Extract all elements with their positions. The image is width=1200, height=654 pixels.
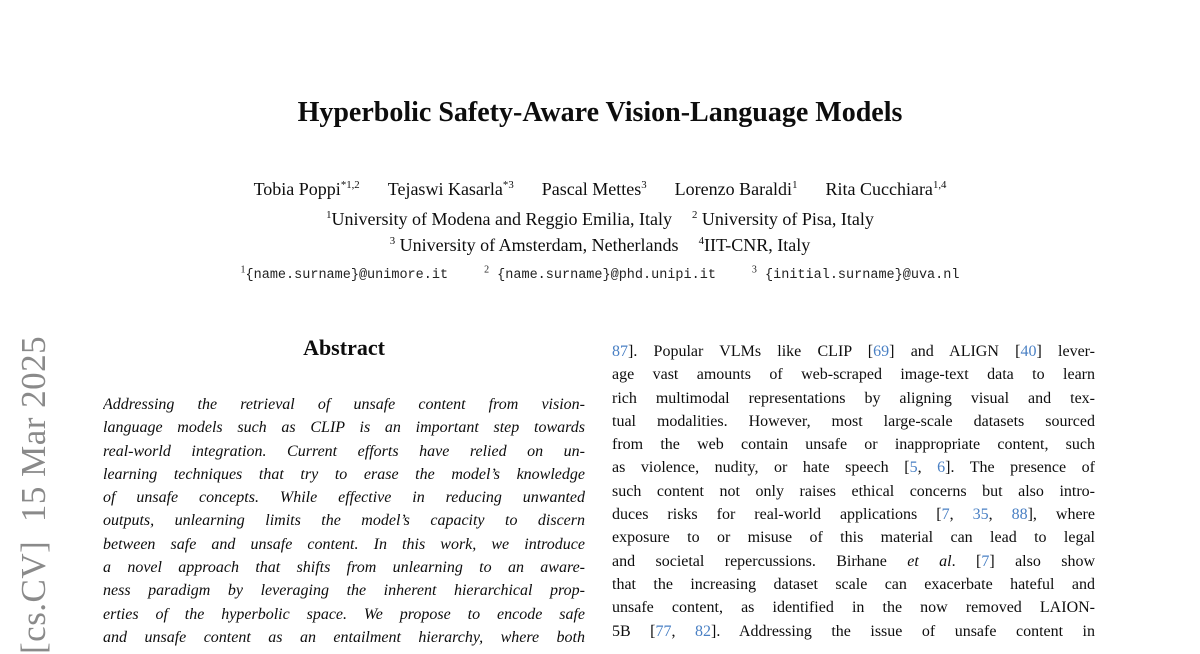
author-affil-marker: *1,2	[340, 179, 360, 191]
body-text: ,	[949, 506, 973, 524]
author	[825, 179, 946, 200]
email-address	[240, 264, 449, 285]
left-column	[103, 336, 585, 649]
emails-line	[0, 264, 1200, 285]
email-marker: 1	[240, 264, 246, 276]
citation-link[interactable]: 6	[937, 459, 946, 477]
intro-line	[612, 387, 1095, 410]
right-column-intro	[612, 340, 1095, 643]
citation-link[interactable]: 69	[873, 343, 890, 360]
latin-phrase: et al	[907, 552, 952, 570]
abstract-line: erties of the hyperbolic space. We propose to encode safe	[103, 605, 585, 623]
email-text: {name.surname}@unimore.it	[245, 268, 449, 283]
author-affil-marker: *3	[502, 179, 514, 191]
email-marker: 2	[484, 264, 490, 276]
citation-link[interactable]: 5	[909, 459, 918, 477]
intro-line	[612, 433, 1095, 456]
body-text: ,	[988, 506, 1012, 524]
citation-link[interactable]: 87	[612, 343, 628, 360]
affiliation	[692, 206, 874, 232]
intro-line	[612, 480, 1095, 503]
body-text: duces risks for real-world applications [	[612, 506, 942, 524]
body-text: ] lever-	[1036, 343, 1095, 360]
intro-line	[612, 340, 1095, 363]
affiliation	[699, 232, 811, 258]
abstract-heading: Abstract	[303, 335, 385, 360]
author	[675, 179, 798, 200]
affiliation-row	[0, 232, 1200, 258]
affiliation-text: University of Amsterdam, Netherlands	[395, 235, 679, 255]
author-affil-marker: 3	[641, 179, 647, 191]
email-marker: 3	[751, 264, 757, 276]
intro-line	[612, 550, 1095, 573]
body-text: ] and ALIGN [	[889, 343, 1021, 360]
email-text: {initial.surname}@uva.nl	[756, 268, 960, 283]
abstract-line: Addressing the retrieval of unsafe content from vision-	[103, 396, 585, 413]
citation-link[interactable]: 7	[941, 506, 950, 524]
body-text: exposure to or misuse of this material can lead to legal	[612, 529, 1095, 547]
affiliation-row	[0, 206, 1200, 232]
abstract-line: and unsafe content as an entailment hierarchy, where both	[103, 628, 585, 646]
abstract-line: ness paradigm by leveraging the inherent hierarchical prop-	[103, 582, 585, 600]
abstract-line: a novel approach that shifts from unlearning to an aware-	[103, 559, 585, 577]
body-text: ]. Popular VLMs like CLIP [	[628, 343, 874, 360]
author-affil-marker: 1,4	[932, 179, 947, 191]
author-name: Lorenzo Baraldi	[674, 179, 793, 199]
intro-line	[612, 596, 1095, 619]
body-text: rich multimodal representations by aligning visual and tex-	[612, 389, 1095, 407]
paper-title: Hyperbolic Safety-Aware Vision-Language Models	[297, 97, 903, 128]
body-text: ,	[917, 459, 938, 477]
abstract-line: real-world integration. Current efforts have relied on un-	[103, 442, 585, 460]
intro-line	[612, 620, 1095, 643]
author-name: Tejaswi Kasarla	[387, 179, 503, 199]
affiliation-text: University of Pisa, Italy	[697, 209, 874, 229]
body-text: ]. The presence of	[945, 459, 1095, 477]
body-text: such content not only raises ethical concerns but also intro-	[612, 482, 1095, 500]
abstract-line: of unsafe concepts. While effective in reducing unwanted	[103, 489, 585, 507]
intro-line	[612, 526, 1095, 549]
email-address	[751, 264, 960, 285]
body-text: ], where	[1027, 506, 1095, 524]
body-text: ,	[671, 622, 695, 640]
email-text: {name.surname}@phd.unipi.it	[489, 268, 716, 283]
author-name: Rita Cucchiara	[825, 179, 933, 199]
affiliation-marker: 3	[389, 235, 396, 247]
citation-link[interactable]: 82	[695, 622, 711, 640]
author	[254, 179, 360, 200]
author-name: Pascal Mettes	[541, 179, 642, 199]
body-text: ] also show	[989, 552, 1095, 570]
intro-line	[612, 503, 1095, 526]
author	[542, 179, 647, 200]
intro-line	[612, 410, 1095, 433]
intro-line	[612, 456, 1095, 479]
body-text: . [	[951, 552, 982, 570]
body-text: unsafe content, as identified in the now removed LAION-	[612, 599, 1095, 617]
intro-line	[612, 573, 1095, 596]
abstract-line: language models such as CLIP is an important step towards	[103, 419, 585, 437]
abstract-body	[103, 393, 585, 649]
body-text: as violence, nudity, or hate speech [	[612, 459, 910, 477]
body-text: ]. Addressing the issue of unsafe content in	[711, 622, 1095, 640]
affiliation	[390, 232, 679, 258]
citation-link[interactable]: 77	[655, 622, 672, 640]
abstract-line: between safe and unsafe content. In this work, we introduce	[103, 535, 585, 553]
body-text: that the increasing dataset scale can exacerbate hateful and	[612, 575, 1095, 593]
body-text: 5B [	[612, 622, 656, 640]
affiliation	[326, 206, 672, 232]
abstract-line: learning techniques that try to erase the model’s knowledge	[103, 465, 585, 483]
abstract-line: outputs, unlearning limits the model’s capacity to discern	[103, 512, 585, 530]
intro-line	[612, 363, 1095, 386]
author	[388, 179, 514, 200]
affiliation-text: IIT-CNR, Italy	[703, 235, 811, 255]
citation-link[interactable]: 7	[981, 552, 990, 570]
citation-link[interactable]: 40	[1020, 343, 1037, 360]
body-text: tual modalities. However, most large-scale datasets sourced	[612, 412, 1095, 430]
affiliations-block	[0, 206, 1200, 258]
affiliation-marker: 4	[698, 235, 704, 247]
affiliation-text: University of Modena and Reggio Emilia, Italy	[331, 209, 672, 229]
arxiv-watermark: [cs.CV] 15 Mar 2025	[14, 335, 53, 654]
body-text: and societal repercussions. Birhane	[612, 552, 908, 570]
citation-link[interactable]: 35	[972, 506, 989, 524]
body-text: from the web contain unsafe or inappropriate content, such	[612, 436, 1095, 454]
affiliation-marker: 2	[691, 209, 698, 221]
body-text: age vast amounts of web-scraped image-text data to learn	[612, 366, 1095, 384]
author-affil-marker: 1	[792, 179, 798, 191]
email-address	[484, 264, 716, 285]
author-name: Tobia Poppi	[253, 179, 341, 199]
citation-link[interactable]: 88	[1011, 506, 1028, 524]
author-line	[0, 179, 1200, 200]
affiliation-marker: 1	[326, 209, 332, 221]
